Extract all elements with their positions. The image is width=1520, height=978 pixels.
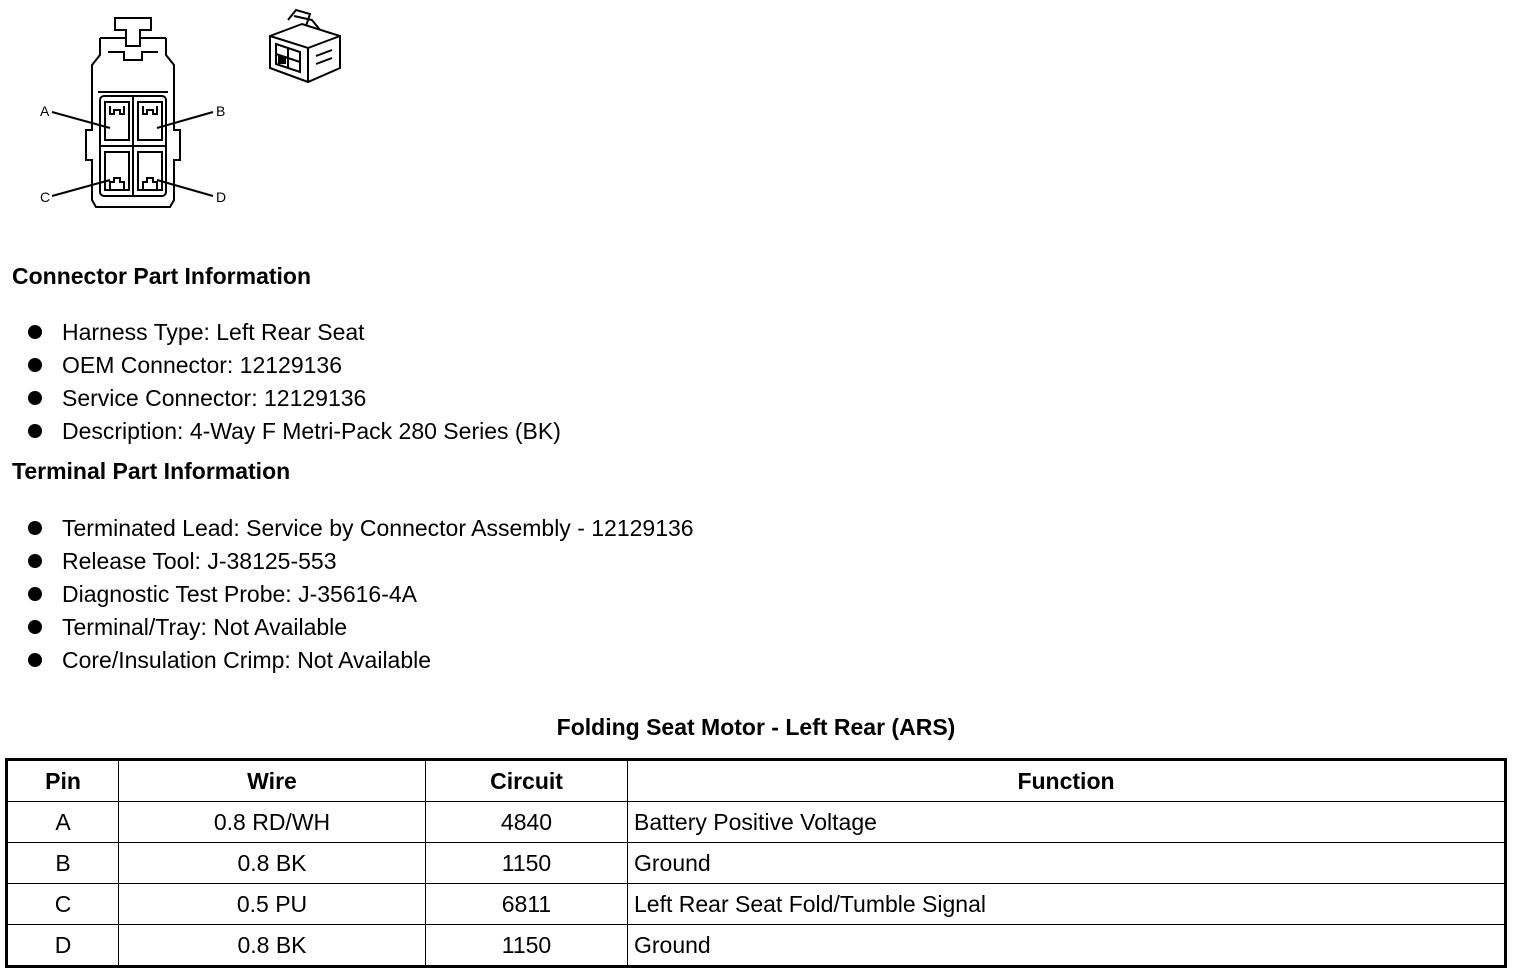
bullet-icon bbox=[28, 358, 42, 372]
pin-cell: A bbox=[7, 802, 119, 843]
pin-cell: D bbox=[7, 925, 119, 967]
pin-label-b: B bbox=[216, 103, 226, 119]
bullet-icon bbox=[28, 325, 42, 339]
header-function: Function bbox=[628, 760, 1506, 802]
table-row bbox=[7, 802, 1506, 843]
function-cell: Left Rear Seat Fold/Tumble Signal bbox=[628, 884, 1506, 925]
wire-cell: 0.8 BK bbox=[119, 843, 426, 884]
pin-label-a: A bbox=[40, 103, 50, 119]
connector-face-diagram bbox=[30, 10, 240, 215]
pin-cell: B bbox=[7, 843, 119, 884]
terminal-part-info-list bbox=[28, 512, 694, 677]
list-item: Core/Insulation Crimp: Not Available bbox=[28, 644, 694, 677]
list-item: Terminated Lead: Service by Connector Assembly - 12129136 bbox=[28, 512, 694, 545]
list-item: Harness Type: Left Rear Seat bbox=[28, 316, 561, 349]
pin-cell: C bbox=[7, 884, 119, 925]
bullet-icon bbox=[28, 620, 42, 634]
wire-cell: 0.8 RD/WH bbox=[119, 802, 426, 843]
bullet-icon bbox=[28, 424, 42, 438]
header-wire: Wire bbox=[119, 760, 426, 802]
header-pin: Pin bbox=[7, 760, 119, 802]
wire-cell: 0.8 BK bbox=[119, 925, 426, 967]
circuit-cell: 1150 bbox=[426, 843, 628, 884]
list-item: Diagnostic Test Probe: J-35616-4A bbox=[28, 578, 694, 611]
list-item: OEM Connector: 12129136 bbox=[28, 349, 561, 382]
connector-isometric-icon bbox=[262, 6, 348, 86]
pin-table bbox=[5, 758, 1507, 968]
pin-label-d: D bbox=[216, 189, 227, 205]
bullet-icon bbox=[28, 554, 42, 568]
list-item: Service Connector: 12129136 bbox=[28, 382, 561, 415]
bullet-icon bbox=[28, 653, 42, 667]
bullet-icon bbox=[28, 391, 42, 405]
table-header-row bbox=[7, 760, 1506, 802]
table-row bbox=[7, 843, 1506, 884]
function-cell: Ground bbox=[628, 925, 1506, 967]
table-row bbox=[7, 925, 1506, 967]
circuit-cell: 1150 bbox=[426, 925, 628, 967]
circuit-cell: 4840 bbox=[426, 802, 628, 843]
wire-cell: 0.5 PU bbox=[119, 884, 426, 925]
connector-part-info-heading: Connector Part Information bbox=[12, 263, 312, 289]
terminal-part-info-heading: Terminal Part Information bbox=[12, 458, 291, 484]
function-cell: Battery Positive Voltage bbox=[628, 802, 1506, 843]
circuit-cell: 6811 bbox=[426, 884, 628, 925]
connector-part-info-list bbox=[28, 316, 561, 448]
bullet-icon bbox=[28, 521, 42, 535]
bullet-icon bbox=[28, 587, 42, 601]
pin-table-title: Folding Seat Motor - Left Rear (ARS) bbox=[556, 714, 956, 740]
function-cell: Ground bbox=[628, 843, 1506, 884]
list-item: Description: 4-Way F Metri-Pack 280 Series (BK) bbox=[28, 415, 561, 448]
table-row bbox=[7, 884, 1506, 925]
header-circuit: Circuit bbox=[426, 760, 628, 802]
list-item: Release Tool: J-38125-553 bbox=[28, 545, 694, 578]
list-item: Terminal/Tray: Not Available bbox=[28, 611, 694, 644]
pin-label-c: C bbox=[40, 189, 51, 205]
